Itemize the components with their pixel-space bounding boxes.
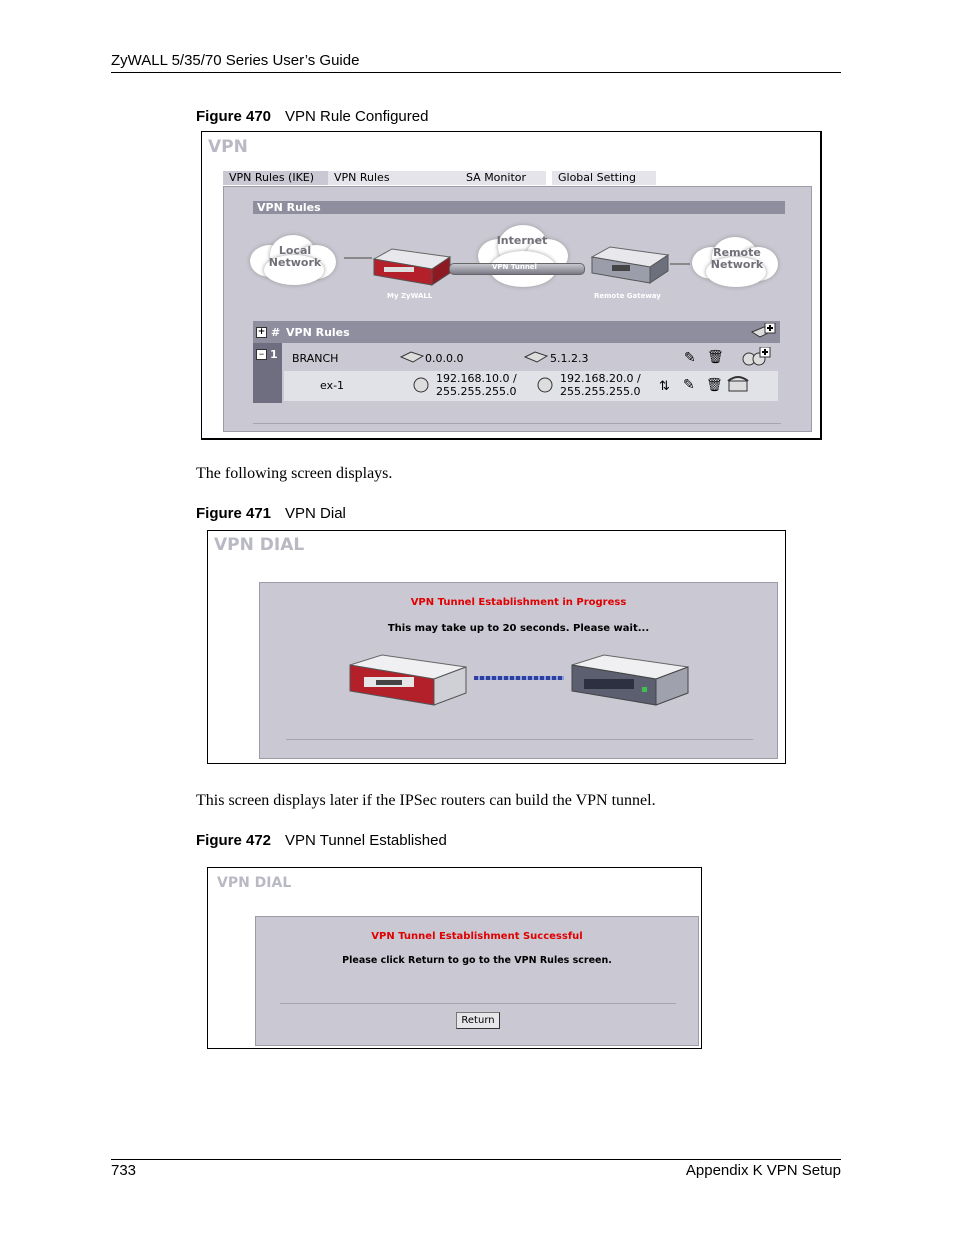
vpn-tunnel-label: VPN Tunnel bbox=[492, 263, 537, 271]
footer-rule bbox=[111, 1159, 841, 1160]
figure-number: Figure 472 bbox=[196, 832, 272, 849]
section-bar: VPN Rules bbox=[253, 201, 785, 214]
remote-gateway-icon bbox=[523, 350, 549, 364]
panel-divider bbox=[280, 1003, 676, 1004]
screen-title: VPN DIAL bbox=[217, 875, 292, 891]
screen-title: VPN DIAL bbox=[214, 535, 305, 555]
local-gateway-address: 0.0.0.0 bbox=[425, 352, 464, 365]
remote-gateway-label: Remote Gateway bbox=[594, 292, 661, 300]
screen-title: VPN bbox=[208, 137, 248, 157]
row-number: 1 bbox=[270, 348, 278, 361]
return-instructions: Please click Return to go to the VPN Rules screen. bbox=[342, 955, 612, 966]
body-paragraph-2: This screen displays later if the IPSec routers can build the VPN tunnel. bbox=[196, 792, 656, 809]
document-header: ZyWALL 5/35/70 Series User’s Guide bbox=[111, 52, 360, 69]
local-label-2: Network bbox=[268, 256, 322, 269]
policy-row bbox=[284, 371, 778, 401]
my-zywall-device-icon bbox=[366, 247, 452, 295]
page-number: 733 bbox=[111, 1162, 137, 1179]
local-device-icon bbox=[346, 653, 470, 713]
return-button[interactable]: Return bbox=[456, 1012, 500, 1029]
vpn-rules-panel bbox=[223, 186, 812, 432]
remote-ip: 192.168.20.0 / bbox=[560, 372, 641, 385]
remote-network-address bbox=[560, 372, 641, 398]
add-rule-icon[interactable] bbox=[750, 323, 776, 341]
remote-network-icon bbox=[534, 377, 556, 393]
link-line bbox=[670, 263, 690, 265]
remote-mask: 255.255.255.0 bbox=[560, 385, 641, 398]
add-policy-icon[interactable] bbox=[741, 347, 771, 367]
vpn-rules-table bbox=[253, 321, 780, 403]
panel-divider bbox=[286, 739, 753, 740]
vpn-established-screenshot bbox=[207, 867, 702, 1049]
local-gateway-icon bbox=[399, 350, 425, 364]
edit-rule-icon[interactable]: ✎ bbox=[684, 349, 696, 365]
internet-label: Internet bbox=[496, 234, 548, 247]
figure-470-caption bbox=[196, 108, 428, 125]
figure-title: VPN Dial bbox=[285, 505, 346, 522]
figure-472-caption bbox=[196, 832, 447, 849]
dial-phone-icon[interactable] bbox=[726, 375, 750, 393]
local-mask: 255.255.255.0 bbox=[436, 385, 517, 398]
column-vpn-rules: VPN Rules bbox=[286, 326, 350, 339]
remote-network-cloud bbox=[688, 233, 786, 291]
tab-global-setting[interactable]: Global Setting bbox=[552, 171, 656, 185]
remote-gateway-device-icon bbox=[584, 245, 670, 293]
remote-device-icon bbox=[568, 653, 692, 713]
vpn-dial-screenshot bbox=[207, 530, 786, 764]
panel-divider bbox=[253, 423, 781, 424]
local-network-cloud bbox=[246, 231, 344, 289]
success-status: VPN Tunnel Establishment Successful bbox=[371, 931, 583, 942]
figure-title: VPN Tunnel Established bbox=[285, 832, 447, 849]
figure-number: Figure 470 bbox=[196, 108, 272, 125]
footer-section: Appendix K VPN Setup bbox=[685, 1162, 841, 1179]
delete-rule-icon[interactable]: 🗑 bbox=[707, 349, 724, 364]
tab-vpn-rules-manual[interactable]: VPN Rules bbox=[328, 171, 446, 185]
collapse-icon[interactable]: − bbox=[256, 349, 267, 360]
table-header-row bbox=[253, 321, 780, 343]
local-network-address bbox=[436, 372, 517, 398]
body-paragraph-1: The following screen displays. bbox=[196, 465, 393, 482]
connection-dots bbox=[474, 676, 564, 680]
policy-name: ex-1 bbox=[320, 379, 345, 392]
internet-cloud bbox=[472, 221, 572, 295]
local-ip: 192.168.10.0 / bbox=[436, 372, 517, 385]
delete-policy-icon[interactable]: 🗑 bbox=[706, 377, 723, 392]
remote-label-2: Network bbox=[710, 258, 764, 271]
move-policy-icon[interactable]: ⇅ bbox=[659, 378, 670, 393]
figure-number: Figure 471 bbox=[196, 505, 272, 522]
local-network-icon bbox=[410, 377, 432, 393]
column-hash: # bbox=[271, 326, 281, 339]
wait-message: This may take up to 20 seconds. Please wait... bbox=[387, 623, 650, 634]
established-panel bbox=[255, 916, 699, 1046]
figure-471-caption bbox=[196, 505, 346, 522]
tab-bar bbox=[223, 171, 813, 186]
tab-vpn-rules-ike[interactable]: VPN Rules (IKE) bbox=[223, 171, 328, 185]
figure-title: VPN Rule Configured bbox=[285, 108, 429, 125]
my-zywall-label: My ZyWALL bbox=[387, 292, 433, 300]
rule-name: BRANCH bbox=[292, 352, 339, 365]
dial-panel bbox=[259, 582, 778, 759]
tab-sa-monitor[interactable]: SA Monitor bbox=[446, 171, 546, 185]
local-label-1: Local bbox=[278, 244, 312, 257]
remote-label-1: Remote bbox=[713, 246, 761, 259]
progress-status: VPN Tunnel Establishment in Progress bbox=[410, 597, 627, 608]
header-rule bbox=[111, 72, 841, 73]
remote-gateway-address: 5.1.2.3 bbox=[550, 352, 589, 365]
expand-all-icon[interactable]: + bbox=[257, 327, 266, 337]
edit-policy-icon[interactable]: ✎ bbox=[683, 376, 695, 392]
vpn-rules-screenshot bbox=[201, 131, 822, 440]
